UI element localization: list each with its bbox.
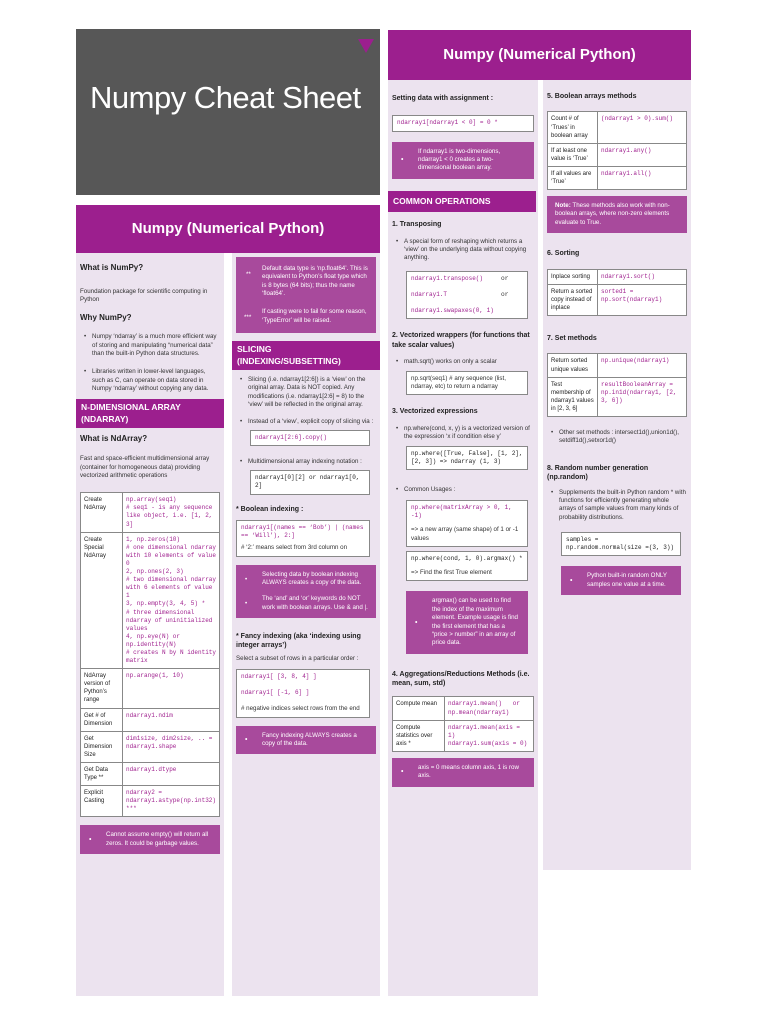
table-cell-value: dim1size, dim2size, .. = ndarray1.shape bbox=[122, 731, 219, 762]
table-row bbox=[548, 354, 687, 377]
why-list bbox=[80, 333, 220, 393]
table-row bbox=[548, 284, 687, 315]
table-cell-label: Compute statistics over axis * bbox=[393, 720, 445, 751]
table-cell-value: np.arange(1, 10) bbox=[122, 669, 219, 708]
why-heading: Why NumPy? bbox=[80, 312, 132, 322]
list-item: • Numpy ‘ndarray’ is a much more efficient way of storing and manipulating “numerical data” than the built-in Python data structures. bbox=[80, 333, 220, 358]
vexp-heading: 3. Vectorized expressions bbox=[392, 408, 478, 416]
table-cell-value: ndarray1.all() bbox=[598, 166, 687, 189]
column-1 bbox=[76, 253, 224, 996]
setting-heading: Setting data with assignment : bbox=[392, 95, 494, 102]
list-item: • Supplements the built-in Python random * with functions for efficiently generating whole arrays of sample values from many kinds of probability distributions. bbox=[547, 489, 687, 522]
section-header-col3: Numpy (Numerical Python) bbox=[388, 30, 691, 80]
agg-table bbox=[392, 696, 534, 751]
agg-note: • axis = 0 means column axis, 1 is row axis. bbox=[392, 758, 534, 787]
section-header-col1: Numpy (Numerical Python) bbox=[76, 205, 380, 253]
table-row bbox=[548, 269, 687, 284]
slicing-header: SLICING (INDEXING/SUBSETTING) bbox=[232, 341, 380, 370]
bool-methods-table bbox=[547, 111, 687, 190]
bool-code-box: ndarray1[(names == ‘Bob’) | (names == ‘Will’), 2:] # ‘2:’ means select from 3rd column on bbox=[236, 520, 370, 557]
list-item: • A special form of reshaping which returns a ‘view’ on the underlying data without copying anything. bbox=[392, 238, 534, 263]
table-row bbox=[81, 532, 220, 669]
usage1-box: np.where(matrixArray > 0, 1, -1) => a new array (same shape) of 1 or -1 values bbox=[406, 500, 528, 547]
vectorized-heading: 2. Vectorized wrappers (for functions that take scalar values) bbox=[392, 332, 530, 349]
table-row bbox=[81, 493, 220, 532]
table-cell-value: sorted1 = np.sort(ndarray1) bbox=[598, 284, 687, 315]
table-cell-label: Get Dimension Size bbox=[81, 731, 123, 762]
table-cell-value: ndarray1.mean(axis = 1) ndarray1.sum(axis = 0) bbox=[445, 720, 534, 751]
table-row bbox=[393, 697, 534, 720]
list-item: • Other set methods : intersect1d(),union1d(), setdiff1d(),setxor1d() bbox=[547, 429, 687, 446]
table-cell-label: Get # of Dimension bbox=[81, 708, 123, 731]
random-note: • Python built-in random ONLY samples one value at a time. bbox=[561, 566, 681, 595]
table-cell-label: Test membership of ndarray1 values in [2, 3, 6] bbox=[548, 377, 598, 416]
bullet-icon: • bbox=[89, 836, 92, 844]
table-cell-label: If at least one value is ‘True’ bbox=[548, 143, 598, 166]
page-title: Numpy Cheat Sheet bbox=[90, 80, 361, 115]
vexp-code: np.where([True, False], [1, 2], [2, 3]) => ndarray (1, 3) bbox=[406, 446, 528, 470]
transposing-heading: 1. Transposing bbox=[392, 221, 442, 229]
ndarray-table bbox=[80, 492, 220, 817]
setting-note: • If ndarray1 is two-dimensions, ndarray1 < 0 creates a two-dimensional boolean array. bbox=[392, 142, 534, 179]
multi-code: ndarray1[0][2] or ndarray1[0, 2] bbox=[250, 470, 370, 494]
ndarray-header: N-DIMENSIONAL ARRAY (NDARRAY) bbox=[76, 399, 224, 428]
table-row bbox=[81, 731, 220, 762]
fancy-note: • Fancy indexing ALWAYS creates a copy of the data. bbox=[236, 726, 376, 755]
table-row bbox=[548, 112, 687, 143]
table-row bbox=[548, 377, 687, 416]
agg-heading: 4. Aggregations/Reductions Methods (i.e. mean, sum, std) bbox=[392, 670, 530, 688]
transpose-code-box: ndarray1.transpose() or ndarray1.T or ndarray1.swapaxes(0, 1) bbox=[406, 271, 528, 320]
table-cell-label: Count # of ‘Trues’ in boolean array bbox=[548, 112, 598, 143]
vec-code: np.sqrt(seq1) # any sequence (list, ndarray, etc) to return a ndarray bbox=[406, 371, 528, 396]
random-heading: 8. Random number generation (np.random) bbox=[547, 464, 649, 482]
common-ops-header: COMMON OPERATIONS bbox=[388, 191, 536, 212]
table-cell-value: ndarray1.dtype bbox=[122, 763, 219, 786]
table-cell-label: If all values are ‘True’ bbox=[548, 166, 598, 189]
corner-triangle-icon bbox=[358, 39, 374, 53]
fancy-code-box: ndarray1[ [3, 8, 4] ] ndarray1[ [-1, 6] ] # negative indices select rows from the end bbox=[236, 669, 370, 718]
column-2 bbox=[232, 253, 380, 996]
table-row bbox=[81, 786, 220, 817]
fancy-heading: * Fancy indexing (aka ‘indexing using integer arrays’) bbox=[236, 632, 361, 650]
list-item: • Multidimensional array indexing notation : bbox=[236, 458, 376, 466]
table-cell-value: resultBooleanArray = np.in1d(ndarray1, [2, 3, 6]) bbox=[598, 377, 687, 416]
table-cell-label: Create NdArray bbox=[81, 493, 123, 532]
bool-methods-note: Note: These methods also work with non-boolean arrays, where non-zero elements evaluate to True. bbox=[547, 196, 687, 233]
table-cell-value: 1, np.zeros(10) # one dimensional ndarray with 10 elements of value 0 2, np.ones(2, 3) # two dimensional ndarray with 6 elements of value 1 3, np.empty(3, 4, 5) * # three dimensional ndarray of uninitialized values 4, np.eye(N) or np.identity(N) # creates N by N identity matrix bbox=[122, 532, 219, 669]
dtype-note: ** Default data type is ‘np.float64’. This is equivalent to Python’s float type which is 8 bytes (64 bits); thus the name ‘float64’. *** If casting were to fail for some reason, ‘TypeError’ will be raised. bbox=[236, 257, 376, 333]
table-cell-label: NdArray version of Python’s range bbox=[81, 669, 123, 708]
table-row bbox=[81, 669, 220, 708]
ndarray-heading: What is NdArray? bbox=[80, 434, 148, 444]
fancy-text: Select a subset of rows in a particular order : bbox=[236, 654, 359, 662]
what-text: Foundation package for scientific computing in Python bbox=[80, 287, 208, 304]
table-cell-value: ndarray1.sort() bbox=[598, 269, 687, 284]
table-row bbox=[393, 720, 534, 751]
table-cell-label: Inplace sorting bbox=[548, 269, 598, 284]
table-cell-value: np.unique(ndarray1) bbox=[598, 354, 687, 377]
table-cell-value: ndarray2 = ndarray1.astype(np.int32) *** bbox=[122, 786, 219, 817]
list-item: • math.sqrt() works on only a scalar bbox=[392, 358, 534, 366]
list-item: • Slicing (i.e. ndarray1[2:6]) is a ‘view’ on the original array. Data is NOT copied. Any modifications (i.e. ndarray1[2:6] = 8) to the ‘view’ will be reflected in the original array. bbox=[236, 376, 376, 409]
table-cell-value: ndarray1.ndim bbox=[122, 708, 219, 731]
table-cell-label: Return a sorted copy instead of inplace bbox=[548, 284, 598, 315]
bool-methods-heading: 5. Boolean arrays methods bbox=[547, 93, 637, 100]
table-cell-label: Create Special NdArray bbox=[81, 532, 123, 669]
column-4 bbox=[543, 80, 691, 870]
list-item: • Common Usages : bbox=[392, 486, 534, 494]
sort-table bbox=[547, 269, 687, 316]
table-cell-value: ndarray1.any() bbox=[598, 143, 687, 166]
table-cell-label: Return sorted unique values bbox=[548, 354, 598, 377]
bool-notes: • Selecting data by boolean indexing ALWAYS creates a copy of the data. • The ‘and’ and ‘or’ keywords do NOT work with boolean arrays. Use & and |. bbox=[236, 565, 376, 618]
set-heading: 7. Set methods bbox=[547, 334, 597, 342]
setting-code: ndarray1[ndarray1 < 0] = 0 * bbox=[392, 115, 534, 131]
usage2-box: np.where(cond, 1, 0).argmax() * => Find the first True element bbox=[406, 551, 528, 581]
copy-code: ndarray1[2:6].copy() bbox=[250, 430, 370, 446]
table-row bbox=[548, 166, 687, 189]
slicing-list bbox=[236, 376, 376, 426]
table-cell-label: Explicit Casting bbox=[81, 786, 123, 817]
table-cell-label: Compute mean bbox=[393, 697, 445, 720]
what-heading: What is NumPy? bbox=[80, 263, 144, 272]
bool-index-heading: * Boolean indexing : bbox=[236, 505, 304, 513]
list-item: • np.where(cond, x, y) is a vectorized version of the expression ‘x if condition else y’ bbox=[392, 425, 534, 442]
column-3 bbox=[388, 80, 538, 996]
table-cell-value: (ndarray1 > 0).sum() bbox=[598, 112, 687, 143]
empty-note: • Cannot assume empty() will return all zeros. It could be garbage values. bbox=[80, 825, 220, 854]
title-block bbox=[76, 29, 380, 195]
list-item: • Libraries written in lower-level languages, such as C, can operate on data stored in Numpy ‘ndarray’ without copying any data. bbox=[80, 368, 220, 393]
table-cell-label: Get Data Type ** bbox=[81, 763, 123, 786]
table-cell-value: np.array(seq1) # seq1 - is any sequence like object, i.e. [1, 2, 3] bbox=[122, 493, 219, 532]
table-row bbox=[548, 143, 687, 166]
random-code: samples = np.random.normal(size =(3, 3)) bbox=[561, 532, 681, 556]
ndarray-text: Fast and space-efficient multidimensional array (container for homogeneous data) providing vectorized arithmetic operations bbox=[80, 455, 210, 479]
table-cell-value: ndarray1.mean() or np.mean(ndarray1) bbox=[445, 697, 534, 720]
set-table bbox=[547, 353, 687, 417]
argmax-note: • argmax() can be used to find the index of the maximum element. Example usage is find the first element that has a “price > number” in an array of price data. bbox=[406, 591, 528, 653]
list-item: • Instead of a ‘view’, explicit copy of slicing via : bbox=[236, 418, 376, 426]
table-row bbox=[81, 708, 220, 731]
table-row bbox=[81, 763, 220, 786]
sort-heading: 6. Sorting bbox=[547, 250, 580, 258]
